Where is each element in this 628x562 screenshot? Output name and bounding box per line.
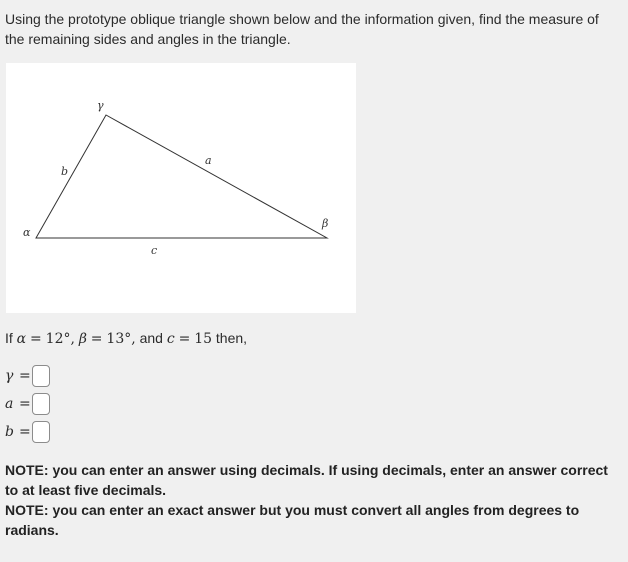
given-prefix: If — [5, 330, 13, 346]
answer-equals-b: = — [19, 424, 31, 440]
given-equals-2: = — [90, 331, 103, 347]
note-radians: NOTE: you can enter an exact answer but you must convert all angles from degrees to radians. — [5, 502, 580, 538]
label-beta: β — [322, 217, 329, 230]
label-side-a: a — [205, 154, 212, 167]
answer-row-gamma — [5, 364, 50, 388]
given-c-symbol: c — [166, 331, 175, 347]
problem-instructions: Using the prototype oblique triangle shown below and the information given, find the measure of the remaining sides and angles in the triangle. — [5, 11, 599, 47]
given-beta-symbol: β — [78, 331, 87, 347]
answer-row-a — [5, 392, 50, 416]
label-side-c: c — [151, 244, 158, 257]
answer-var-gamma: γ — [5, 368, 14, 384]
side-b-answer-input[interactable] — [32, 421, 50, 443]
given-suffix: then, — [215, 330, 248, 346]
label-alpha: α — [23, 226, 31, 239]
note-decimals: NOTE: you can enter an answer using decimals. If using decimals, enter an answer correct to at least five decimals. — [5, 462, 608, 498]
given-beta-value: 13°, — [106, 331, 136, 347]
triangle-diagram — [6, 63, 356, 313]
given-equals-3: = — [178, 331, 191, 347]
triangle-figure — [6, 63, 356, 313]
given-c-value: 15 — [194, 331, 213, 347]
given-alpha-value: 12°, — [45, 331, 75, 347]
label-side-b: b — [61, 165, 69, 178]
given-alpha-symbol: α — [16, 331, 27, 347]
answer-var-a: a — [5, 396, 14, 412]
label-gamma: γ — [97, 99, 104, 112]
triangle-shape — [36, 115, 327, 238]
given-values — [5, 328, 247, 349]
answer-var-b: b — [5, 424, 14, 440]
answer-row-b — [5, 420, 50, 444]
gamma-answer-input[interactable] — [32, 365, 50, 387]
given-and: and — [139, 330, 163, 346]
side-a-answer-input[interactable] — [32, 393, 50, 415]
answer-equals-gamma: = — [19, 368, 31, 384]
given-equals-1: = — [30, 331, 42, 347]
answer-equals-a: = — [19, 396, 31, 412]
